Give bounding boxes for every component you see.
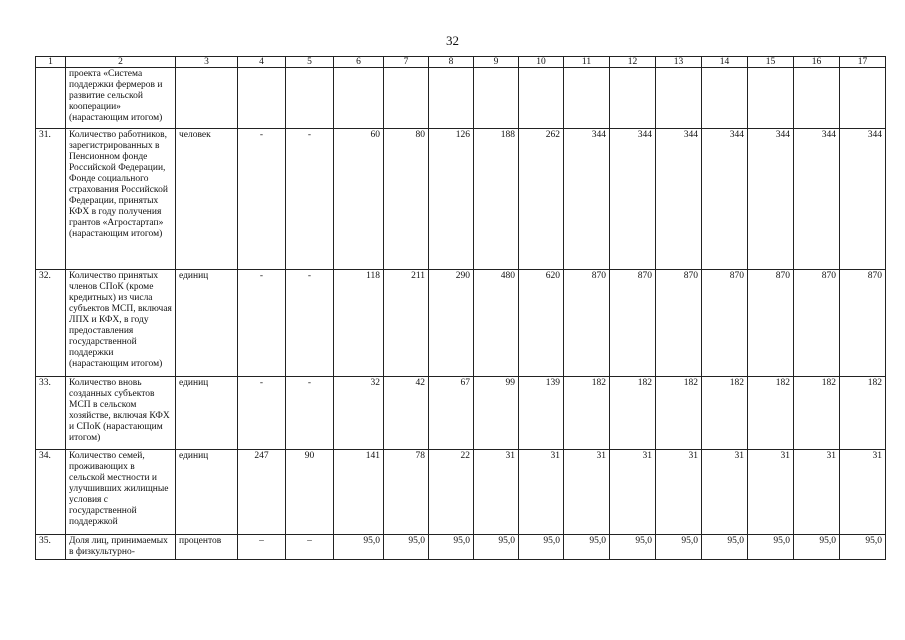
value-cell-8: 67: [429, 377, 474, 450]
indicators-table: [35, 56, 886, 560]
value-cell-17: 95,0: [840, 535, 886, 560]
value-cell-8: 95,0: [429, 535, 474, 560]
value-cell-10: 31: [519, 450, 564, 535]
value-cell-4: -: [238, 129, 286, 270]
value-cell-5: [286, 68, 334, 129]
value-cell-6: 141: [334, 450, 384, 535]
indicator-name: проекта «Система поддержки фермеров и развитие сельской кооперации» (нарастающим итогом): [66, 68, 176, 129]
table-row: [36, 270, 886, 377]
value-cell-15: 182: [748, 377, 794, 450]
value-cell-16: [794, 68, 840, 129]
table-row: [36, 377, 886, 450]
column-header-2: 2: [66, 57, 176, 68]
column-header-3: 3: [176, 57, 238, 68]
column-header-14: 14: [702, 57, 748, 68]
value-cell-8: 126: [429, 129, 474, 270]
value-cell-10: 262: [519, 129, 564, 270]
value-cell-6: 118: [334, 270, 384, 377]
unit-cell: человек: [176, 129, 238, 270]
value-cell-9: 31: [474, 450, 519, 535]
column-header-5: 5: [286, 57, 334, 68]
value-cell-12: 344: [610, 129, 656, 270]
row-number: 34.: [36, 450, 66, 535]
value-cell-16: 870: [794, 270, 840, 377]
value-cell-14: 344: [702, 129, 748, 270]
value-cell-14: 95,0: [702, 535, 748, 560]
value-cell-9: [474, 68, 519, 129]
column-header-4: 4: [238, 57, 286, 68]
value-cell-17: 31: [840, 450, 886, 535]
table-row: [36, 129, 886, 270]
value-cell-9: 99: [474, 377, 519, 450]
value-cell-15: 870: [748, 270, 794, 377]
value-cell-11: 95,0: [564, 535, 610, 560]
page-number: 32: [446, 33, 459, 48]
value-cell-9: 188: [474, 129, 519, 270]
value-cell-4: -: [238, 377, 286, 450]
value-cell-15: 31: [748, 450, 794, 535]
value-cell-7: [384, 68, 429, 129]
value-cell-11: 182: [564, 377, 610, 450]
indicator-name: Количество работников, зарегистрированных в Пенсионном фонде Российской Федерации, Фонде социального страхования Российской Федерации, принятых КФХ в году получения грантов «Агростартап» (нарастающим итогом): [66, 129, 176, 270]
column-header-12: 12: [610, 57, 656, 68]
value-cell-5: -: [286, 270, 334, 377]
value-cell-7: 211: [384, 270, 429, 377]
table-row: [36, 450, 886, 535]
value-cell-15: [748, 68, 794, 129]
value-cell-11: 870: [564, 270, 610, 377]
unit-cell: процентов: [176, 535, 238, 560]
table-row: [36, 535, 886, 560]
column-header-15: 15: [748, 57, 794, 68]
value-cell-4: [238, 68, 286, 129]
row-number: 32.: [36, 270, 66, 377]
value-cell-13: 182: [656, 377, 702, 450]
indicator-name: Количество принятых членов СПоК (кроме кредитных) из числа субъектов МСП, включая ЛПХ и КФХ, в году предоставления государственной поддержки (нарастающим итогом): [66, 270, 176, 377]
row-number: 31.: [36, 129, 66, 270]
column-header-16: 16: [794, 57, 840, 68]
column-header-13: 13: [656, 57, 702, 68]
value-cell-6: 60: [334, 129, 384, 270]
value-cell-14: 870: [702, 270, 748, 377]
header-row: [36, 57, 886, 68]
value-cell-16: 95,0: [794, 535, 840, 560]
value-cell-7: 95,0: [384, 535, 429, 560]
unit-cell: единиц: [176, 377, 238, 450]
value-cell-16: 182: [794, 377, 840, 450]
value-cell-13: 870: [656, 270, 702, 377]
table-body: [36, 68, 886, 560]
table-row: [36, 68, 886, 129]
value-cell-11: 31: [564, 450, 610, 535]
value-cell-13: 31: [656, 450, 702, 535]
value-cell-9: 480: [474, 270, 519, 377]
unit-cell: единиц: [176, 270, 238, 377]
value-cell-7: 78: [384, 450, 429, 535]
value-cell-4: 247: [238, 450, 286, 535]
row-number: 33.: [36, 377, 66, 450]
value-cell-7: 80: [384, 129, 429, 270]
row-number: 35.: [36, 535, 66, 560]
value-cell-10: 139: [519, 377, 564, 450]
value-cell-13: [656, 68, 702, 129]
value-cell-14: 31: [702, 450, 748, 535]
value-cell-8: 290: [429, 270, 474, 377]
value-cell-5: –: [286, 535, 334, 560]
column-header-7: 7: [384, 57, 429, 68]
column-header-6: 6: [334, 57, 384, 68]
value-cell-14: 182: [702, 377, 748, 450]
column-header-10: 10: [519, 57, 564, 68]
value-cell-13: 344: [656, 129, 702, 270]
value-cell-12: [610, 68, 656, 129]
value-cell-5: -: [286, 377, 334, 450]
value-cell-7: 42: [384, 377, 429, 450]
value-cell-4: -: [238, 270, 286, 377]
value-cell-12: 870: [610, 270, 656, 377]
value-cell-12: 95,0: [610, 535, 656, 560]
indicator-name: Количество семей, проживающих в сельской местности и улучшивших жилищные условия с государственной поддержкой: [66, 450, 176, 535]
value-cell-9: 95,0: [474, 535, 519, 560]
value-cell-10: 95,0: [519, 535, 564, 560]
indicator-name: Доля лиц, принимаемых в физкультурно-: [66, 535, 176, 560]
value-cell-16: 344: [794, 129, 840, 270]
value-cell-4: –: [238, 535, 286, 560]
column-number-header: [36, 57, 886, 68]
value-cell-17: 182: [840, 377, 886, 450]
row-number: [36, 68, 66, 129]
value-cell-11: [564, 68, 610, 129]
value-cell-17: [840, 68, 886, 129]
value-cell-12: 182: [610, 377, 656, 450]
value-cell-10: [519, 68, 564, 129]
value-cell-15: 95,0: [748, 535, 794, 560]
column-header-11: 11: [564, 57, 610, 68]
value-cell-17: 344: [840, 129, 886, 270]
value-cell-8: [429, 68, 474, 129]
column-header-8: 8: [429, 57, 474, 68]
value-cell-14: [702, 68, 748, 129]
value-cell-6: [334, 68, 384, 129]
value-cell-5: 90: [286, 450, 334, 535]
value-cell-17: 870: [840, 270, 886, 377]
value-cell-16: 31: [794, 450, 840, 535]
unit-cell: единиц: [176, 450, 238, 535]
value-cell-15: 344: [748, 129, 794, 270]
value-cell-12: 31: [610, 450, 656, 535]
value-cell-10: 620: [519, 270, 564, 377]
value-cell-5: -: [286, 129, 334, 270]
column-header-1: 1: [36, 57, 66, 68]
value-cell-8: 22: [429, 450, 474, 535]
column-header-9: 9: [474, 57, 519, 68]
column-header-17: 17: [840, 57, 886, 68]
unit-cell: [176, 68, 238, 129]
value-cell-6: 32: [334, 377, 384, 450]
indicator-name: Количество вновь созданных субъектов МСП в сельском хозяйстве, включая КФХ и СПоК (нарастающим итогом): [66, 377, 176, 450]
value-cell-13: 95,0: [656, 535, 702, 560]
value-cell-11: 344: [564, 129, 610, 270]
value-cell-6: 95,0: [334, 535, 384, 560]
